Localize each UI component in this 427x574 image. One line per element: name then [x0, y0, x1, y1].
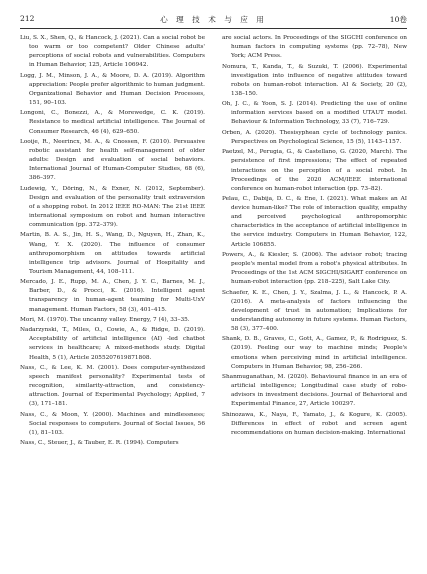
reference-entry: Paetzel, M., Perugia, G., & Castellano, G. (2020, March). The persistence of first impressions; The effect of repeated interactions on the perception of a social robot. In Proceedings of the 2020 ACM/IEEE international conference on human-robot interaction (pp. 73–82). [222, 149, 407, 192]
reference-entry: Oh, J. C., & Yoon, S. J. (2014). Predicting the use of online information services based on a modified UTAUT model. Behaviour & Information Technology, 33 (7), 716–729. [222, 101, 407, 126]
reference-entry: Longoni, C., Bonezzi, A., & Morewedge, C. K. (2019). Resistance to medical artificial intelligence. The Journal of Consumer Research, 46 (4), 629–650. [20, 110, 205, 135]
reference-entry: Schaefer, K. E., Chen, J. Y., Szalma, J. L., & Hancock, P. A. (2016). A meta-analysis of factors influencing the development of trust in automation; Implications for understanding autonomy in future systems. Human Factors, 58 (3), 377–400. [222, 289, 407, 332]
reference-entry: are social actors. In Proceedings of the SIGCHI conference on human factors in computing systems (pp. 72–78), New York; ACM Press. [222, 35, 407, 60]
reference-entry: Powers, A., & Kiesler, S. (2006). The advisor robot; tracing people's mental model from a robot's physical attributes. In Proceedings of the 1st ACM SIGCHI/SIGART conference on human-robot interaction (pp. 218–225), Salt Lake City. [222, 251, 407, 286]
reference-entry: Nass, C., Steuer, J., & Tauber, E. R. (1994). Computers [20, 440, 179, 447]
reference-entry: Nadarzynski, T., Miles, O., Cowie, A., & Ridge, D. (2019). Acceptability of artificial intelligence (AI) -led chatbot services in healthcare; A mixed-methods study. Digital Health, 5 (1), Article 2055207619871808. [20, 327, 205, 361]
reference-entry: Nomura, T., Kanda, T., & Suzuki, T. (2006). Experimental investigation into influence of negative attitudes toward robots on human-robot interaction. AI & Society, 20 (2), 138–150. [222, 63, 407, 97]
reference-entry: Logg, J. M., Minson, J. A., & Moore, D. A. (2019). Algorithm appreciation: People prefer algorithmic to human judgment. Organizational Behavior and Human Decision Processes, 151, 90–103. [20, 72, 205, 106]
reference-entry: Shanmuganathan, M. (2020). Behavioural finance in an era of artificial intelligence; Longitudinal case study of robo-advisors in investment decisions. Journal of Behavioral and Experimental Finance, 27, Article 100297. [222, 374, 407, 408]
reference-entry: Shinozawa, K., Naya, F., Yamato, J., & Kogure, K. (2005). Differences in effect of robot and screen agent recommendations on human decision-making. International [222, 411, 407, 436]
header-rule [20, 28, 407, 29]
left-column [20, 34, 205, 564]
reference-entry: Shank, D. B., Graves, C., Gott, A., Gamez, P., & Rodriguez, S. (2019). Feeling our way to machine minds; People's emotions when perceiving mind in artificial intelligence. Computers in Human Behavior, 98, 256–266. [222, 336, 407, 370]
reference-entry: Mercado, J. E., Rupp, M. A., Chen, J. Y. C., Barnes, M. J., Barber, D., & Procci, K. (2016). Intelligent agent transparency in human-agent teaming for Multi-UxV management. Human Factors, 58 (3), 401–415. [20, 279, 205, 313]
journal-title: 心 理 技 术 与 应 用 [160, 15, 267, 24]
page-header [20, 14, 407, 28]
volume-label: 10卷 [389, 15, 407, 24]
reference-entry: Looije, R., Neerincx, M. A., & Cnossen, F. (2010). Persuasive robotic assistant for health self-management of older adults: Design and evaluation of social behaviors. International Journal of Human-Computer Studies, 68 (6), 386–397. [20, 138, 205, 182]
reference-entry: Martin, B. A. S., Jin, H. S., Wang, D., Nguyen, H., Zhan, K., Wang, Y. X. (2020). The influence of consumer anthropomorphism on attitudes towards artificial intelligence trip advisors. Journal of Hospitality and Tourism Management, 44, 108–111. [20, 232, 205, 275]
right-column [222, 34, 407, 564]
reference-entry: Nass, C., & Moon, Y. (2000). Machines and mindlessness; Social responses to computers. Journal of Social Issues, 56 (1), 81–103. [20, 411, 205, 436]
reference-entry: Mori, M. (1970). The uncanny valley. Energy, 7 (4), 33–35. [20, 316, 190, 323]
reference-entry: Liu, S. X., Shen, Q., & Hancock, J. (2021). Can a social robot be too warm or too competent? Older Chinese adults' perceptions of social robots and vulnerabilities. Computers in Human Behavior, 125, Article 106942. [20, 35, 205, 69]
reference-entry: Pelau, C., Dabija, D. C., & Ene, I. (2021). What makes an AI device human-like? The role of interaction quality, empathy and perceived psychological anthropomorphic characteristics in the acceptance of artificial intelligence in the service industry. Computers in Human Behavior, 122, Article 106855. [222, 196, 407, 248]
reference-entry: Nass, C., & Lee, K. M. (2001). Does computer-synthesized speech manifest personality? Experimental tests of recognition, similarity-attraction, and consistency-attraction. Journal of Experimental Psychology; Applied, 7 (3), 171–181. [20, 364, 205, 408]
reference-entry: Ludewig, Y., Döring, N., & Exner, N. (2012, September). Design and evaluation of the personality trait extraversion of a shopping robot. In 2012 IEEE RO-MAN: The 21st IEEE international symposium on robot and human interactive communication (pp. 372–379). [20, 185, 205, 229]
reference-entry: Orben, A. (2020). Thesisyphean cycle of technology panics. Perspectives on Psychological Science, 15 (5), 1143–1157. [222, 129, 407, 145]
page-number: 212 [20, 14, 35, 23]
